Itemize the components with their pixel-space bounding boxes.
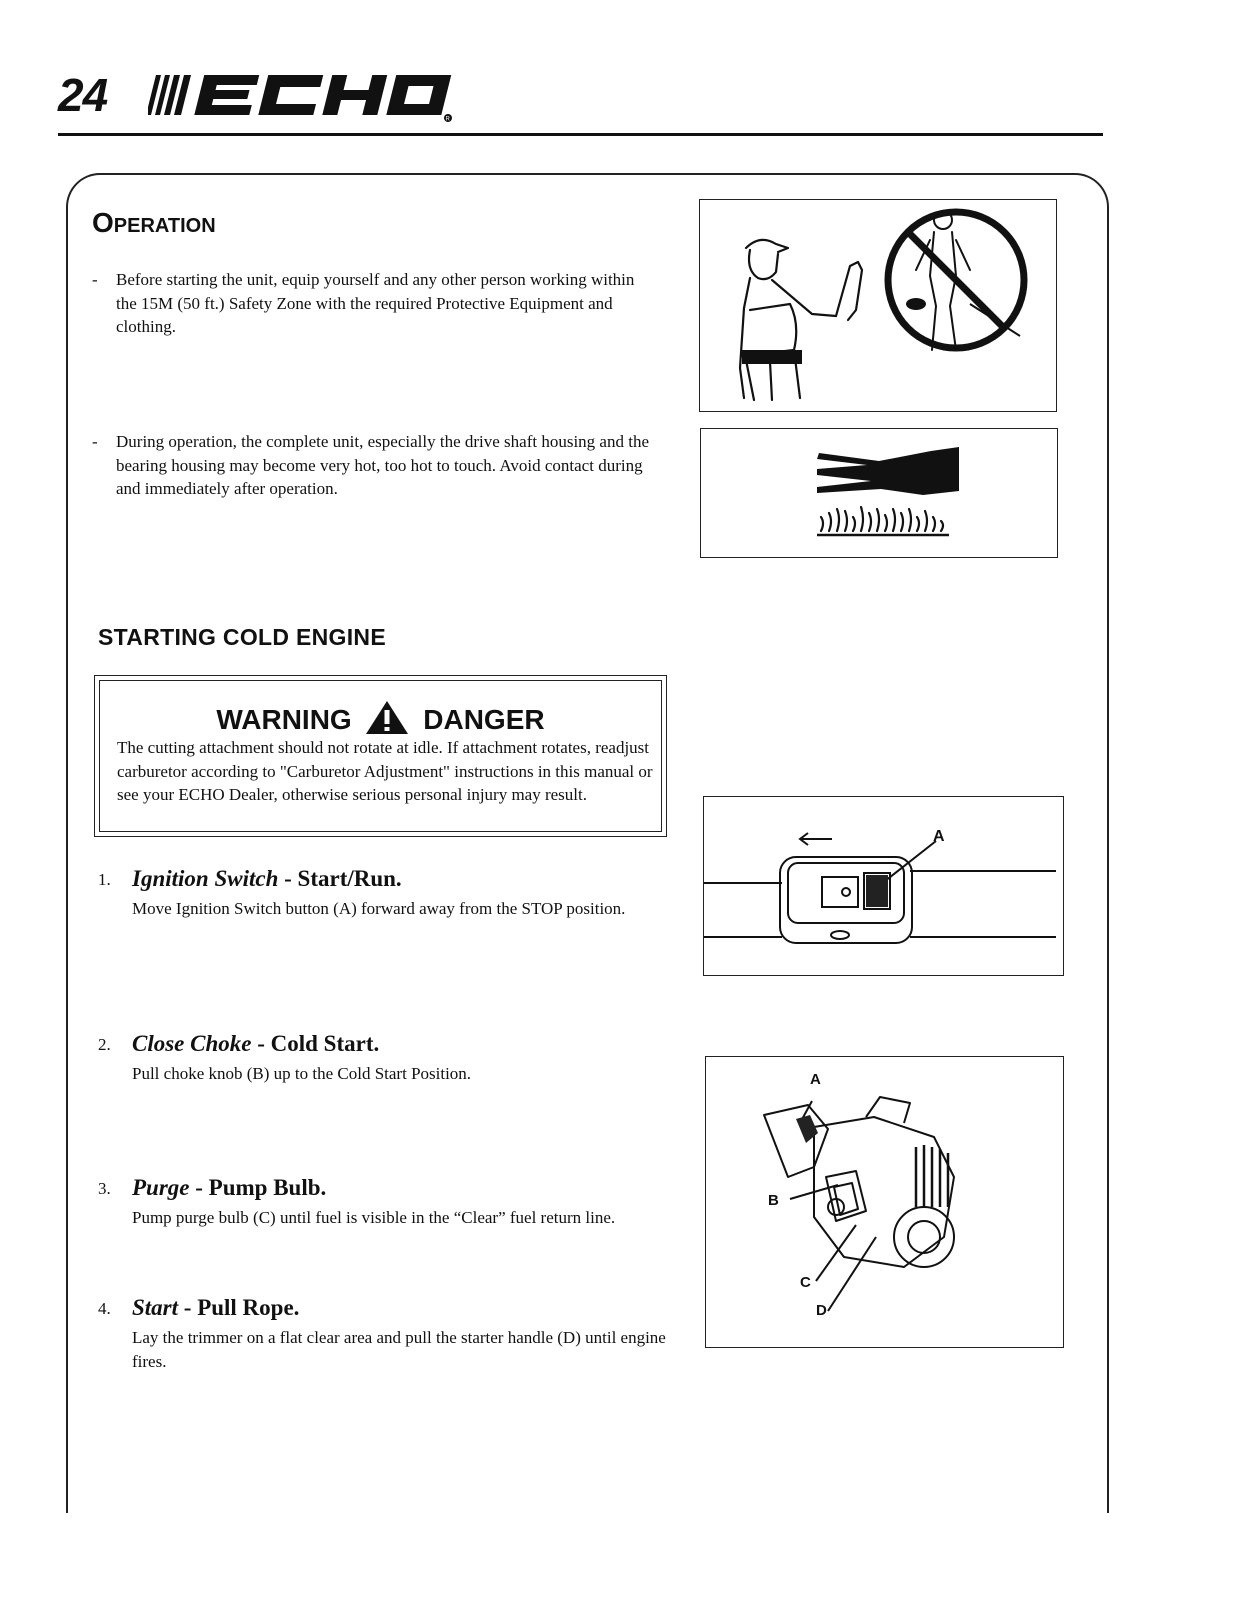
warning-body: The cutting attachment should not rotate at idle. If attachment rotates, readjust carburetor according to "Carburetor Adjustment" instructions in this manual or see your ECHO Dealer, otherwise serious personal injury may result. xyxy=(117,738,653,804)
hot-surface-figure xyxy=(700,428,1058,558)
engine-figure xyxy=(705,1056,1064,1348)
engine-label-a: A xyxy=(810,1071,821,1088)
echo-logo xyxy=(148,60,488,130)
operation-bullet-1: - Before starting the unit, equip yourself and any other person working within the 15M (50 ft.) Safety Zone with the required Protective Equipment and clothing. xyxy=(92,270,635,336)
warning-title: WARNING DANGER xyxy=(100,699,661,736)
starting-heading: STARTING COLD ENGINE xyxy=(98,624,386,650)
engine-label-d: D xyxy=(816,1302,827,1319)
page-number: 24 xyxy=(58,69,108,121)
warning-triangle-icon xyxy=(365,699,409,735)
ignition-switch-figure xyxy=(703,796,1064,976)
engine-label-b: B xyxy=(768,1192,779,1209)
warning-box xyxy=(94,675,667,837)
svg-text:R: R xyxy=(445,116,450,123)
header-rule xyxy=(58,133,1103,136)
operation-heading: OPERATION xyxy=(92,207,216,238)
safety-zone-figure xyxy=(699,199,1057,412)
page-header xyxy=(58,60,558,130)
switch-label-a: A xyxy=(933,828,945,845)
operation-bullet-2: - During operation, the complete unit, especially the drive shaft housing and the bearing housing may become very hot, too hot to touch. Avoid contact during and immediately after operation. xyxy=(92,432,649,498)
engine-label-c: C xyxy=(800,1274,811,1291)
